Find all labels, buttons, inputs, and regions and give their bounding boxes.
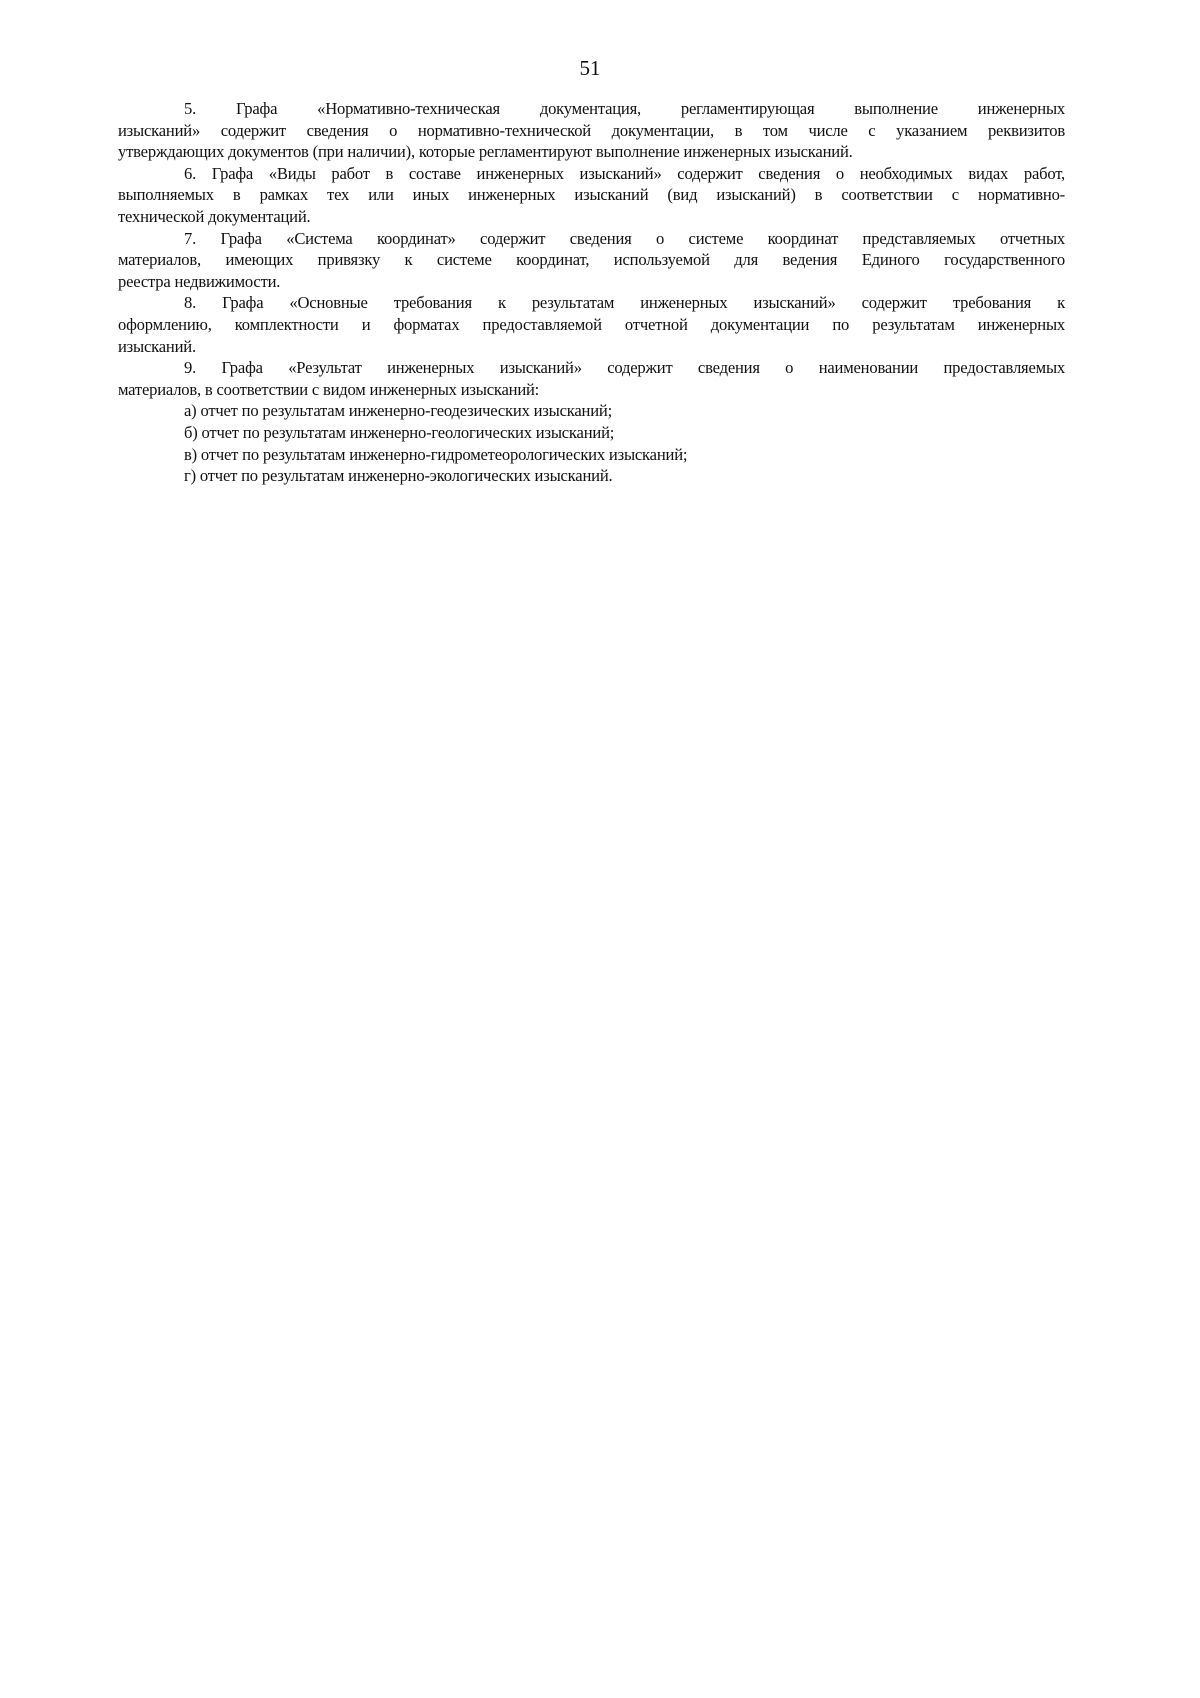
paragraph-8 — [118, 292, 1065, 357]
text-line: 7. Графа «Система координат» содержит сведения о системе координат представляемых отчетных — [184, 228, 1065, 248]
text-line: материалов, имеющих привязку к системе координат, используемой для ведения Единого государственного — [118, 250, 1065, 270]
page-number: 51 — [579, 56, 601, 80]
paragraph-7 — [118, 228, 1065, 293]
document-body — [118, 98, 1065, 487]
text-line: 9. Графа «Результат инженерных изысканий» содержит сведения о наименовании предоставляемых — [184, 358, 1065, 378]
text-line: 5. Графа «Нормативно-техническая документация, регламентирующая выполнение инженерных — [184, 99, 1065, 118]
text-line: утверждающих документов (при наличии), которые регламентируют выполнение инженерных изысканий. — [118, 142, 853, 162]
text-line: материалов, в соответствии с видом инженерных изысканий: — [118, 379, 540, 399]
text-line: 6. Графа «Виды работ в составе инженерных изысканий» содержит сведения о необходимых видах работ, — [184, 163, 1065, 183]
paragraph-6 — [118, 163, 1065, 228]
results-list — [118, 400, 1065, 486]
text-line: реестра недвижимости. — [118, 271, 281, 291]
text-line: оформлению, комплектности и форматах предоставляемой отчетной документации по результатам инженерных — [118, 314, 1065, 334]
paragraph-9 — [118, 357, 1065, 400]
text-line: 8. Графа «Основные требования к результатам инженерных изысканий» содержит требования к — [184, 293, 1065, 313]
paragraph-5 — [118, 98, 1065, 163]
text-line: технической документаций. — [118, 206, 311, 226]
list-item: г) отчет по результатам инженерно-экологических изысканий. — [184, 466, 613, 486]
list-item: б) отчет по результатам инженерно-геологических изысканий; — [184, 422, 615, 442]
list-item: в) отчет по результатам инженерно-гидрометеорологических изысканий; — [184, 444, 688, 464]
list-item: а) отчет по результатам инженерно-геодезических изысканий; — [184, 401, 613, 421]
text-line: выполняемых в рамках тех или иных инженерных изысканий (вид изысканий) в соответствии с нормативно- — [118, 185, 1065, 205]
text-line: изысканий» содержит сведения о нормативно-технической документации, в том числе с указанием реквизитов — [118, 120, 1065, 140]
text-line: изысканий. — [118, 336, 196, 356]
